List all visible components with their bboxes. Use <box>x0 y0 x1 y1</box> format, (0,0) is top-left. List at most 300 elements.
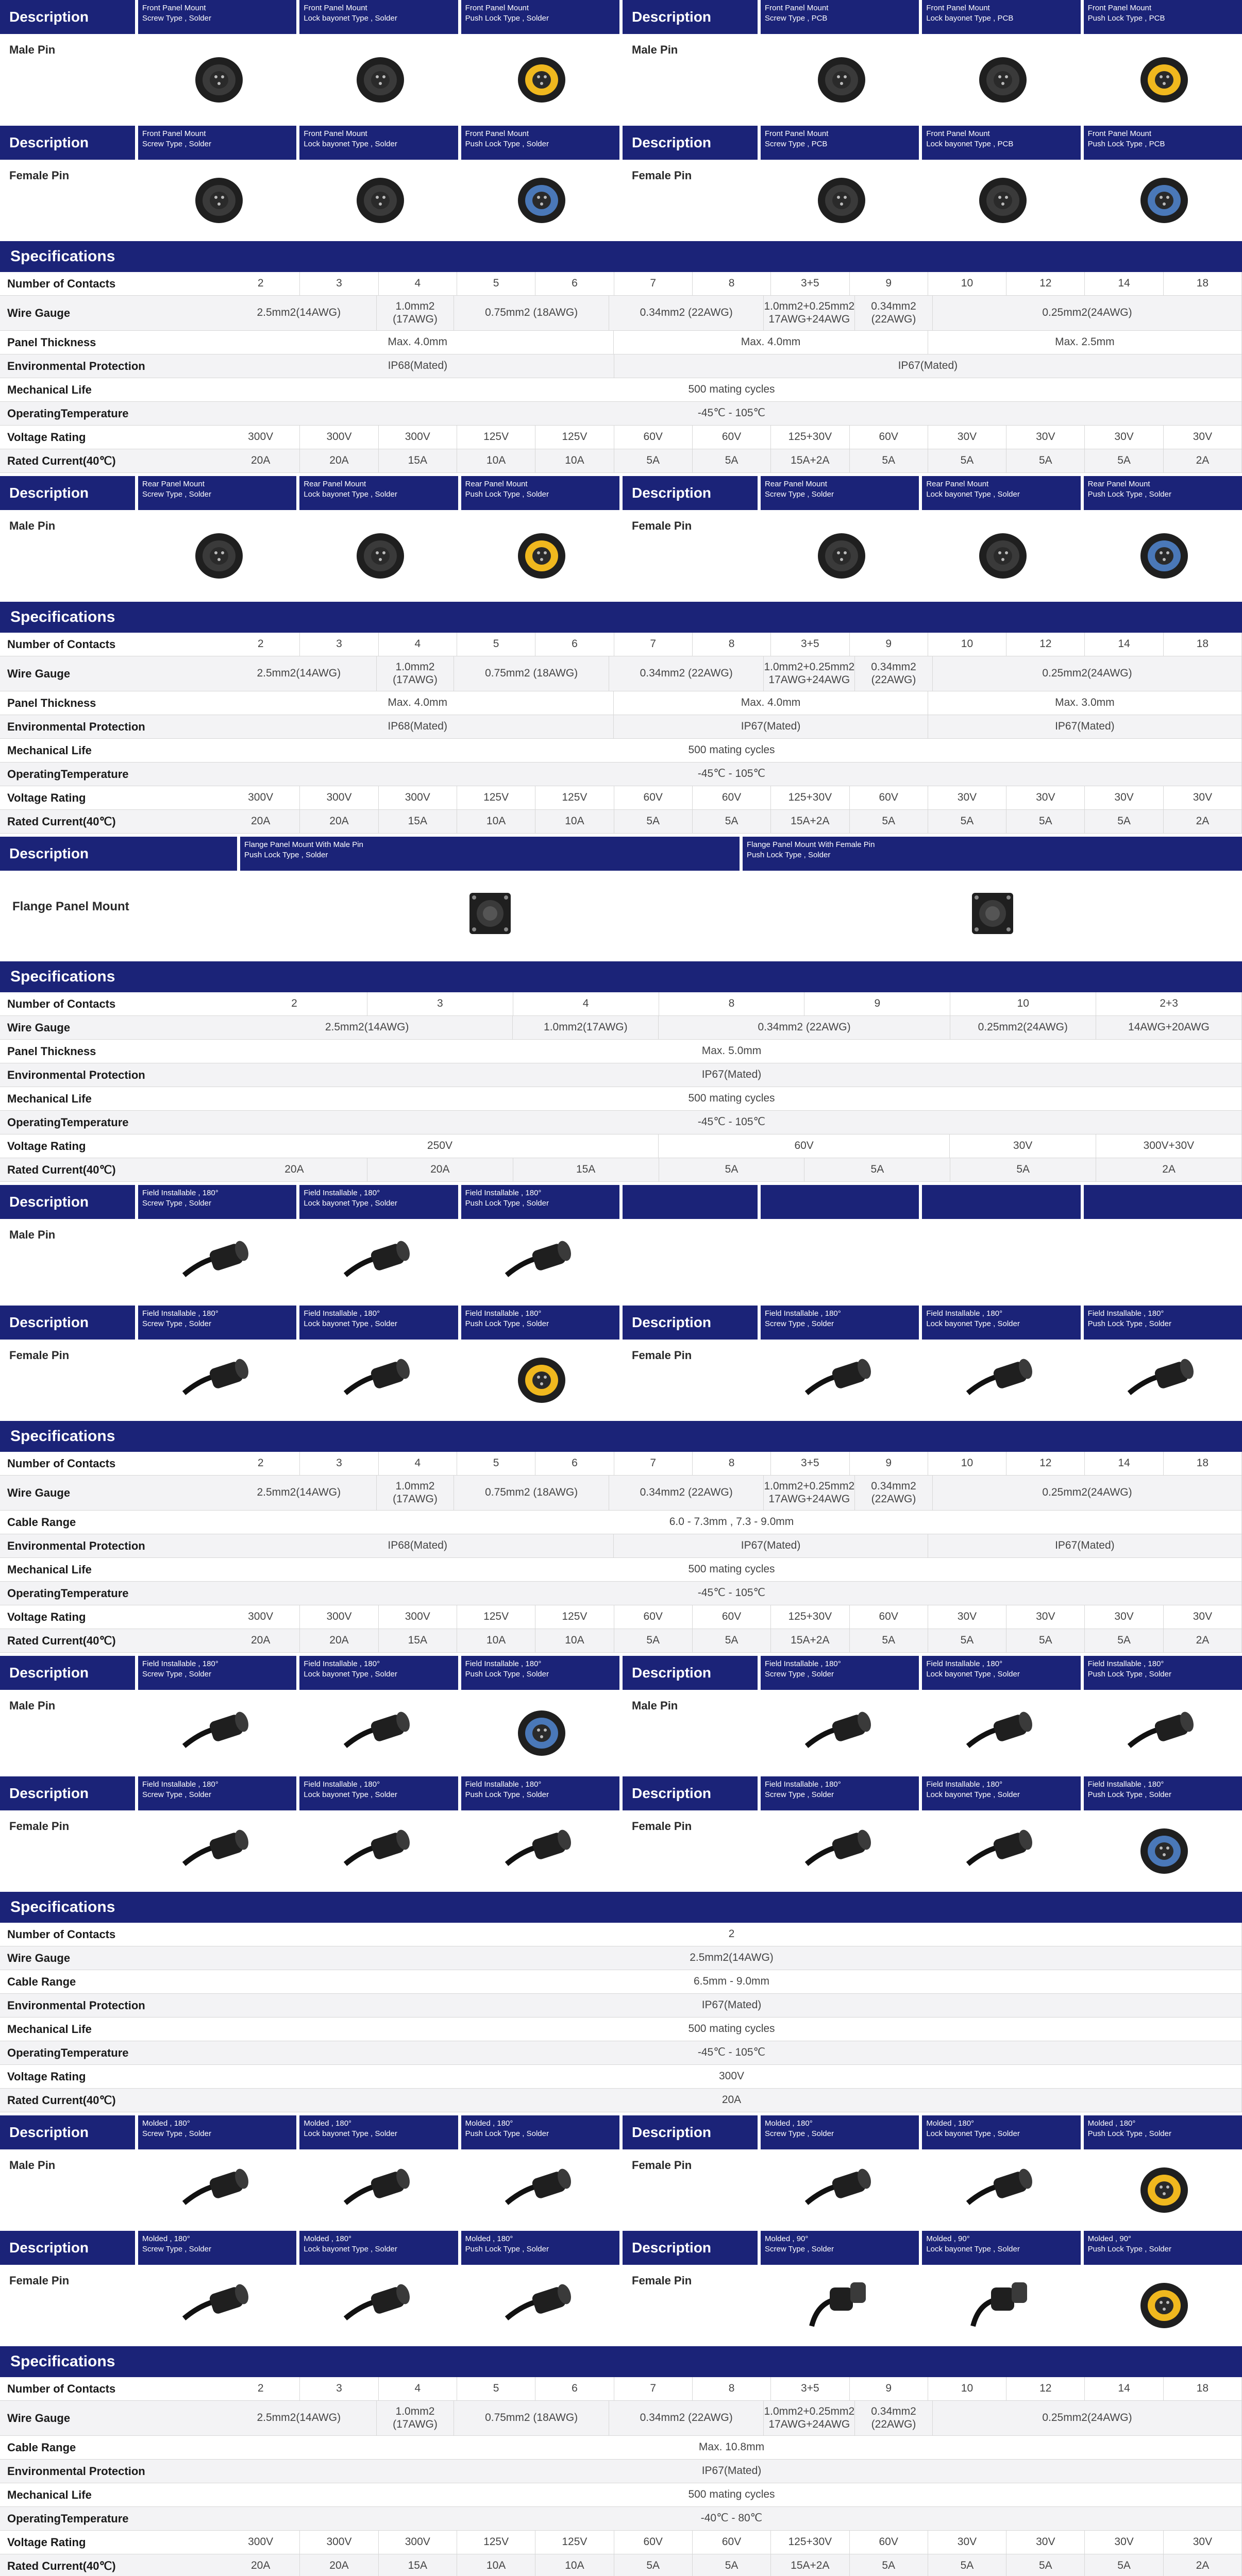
product-title: Flange Panel Mount With Female Pin Push Lock Type , Solder <box>743 837 1242 871</box>
product-title: Field Installable , 180° Screw Type , Solder <box>138 1185 296 1219</box>
description-label-column <box>0 0 135 123</box>
product-card <box>299 476 458 599</box>
spec-row-label: OperatingTemperature <box>7 2512 129 2525</box>
spec-value: 9 <box>850 633 928 656</box>
spec-row-label: Cable Range <box>7 2441 76 2454</box>
molded-cable-connector-icon <box>340 2154 417 2224</box>
spec-row-label: Wire Gauge <box>7 667 71 680</box>
spec-row <box>0 633 1242 656</box>
product-card <box>461 1185 619 1302</box>
product-image <box>761 1690 919 1773</box>
spec-row-label: Wire Gauge <box>7 2411 71 2425</box>
spec-row-values <box>222 402 1242 425</box>
pin-type-label: Male Pin <box>9 43 56 56</box>
product-image <box>1084 1690 1242 1773</box>
product-title: Molded , 90° Push Lock Type , Solder <box>1084 2231 1242 2265</box>
pin-type-label: Male Pin <box>632 43 678 56</box>
pin-type-label: Male Pin <box>632 1699 678 1712</box>
product-card <box>1084 2115 1242 2228</box>
description-header: Description <box>623 0 758 34</box>
spec-value: 2 <box>222 272 300 295</box>
spec-value: 60V <box>614 1605 693 1629</box>
spec-value: 30V <box>1085 786 1163 809</box>
product-title <box>761 1185 919 1219</box>
spec-value: 20A <box>222 810 300 833</box>
spec-value: 9 <box>850 1452 928 1475</box>
spec-value: 10A <box>457 2554 535 2576</box>
spec-value: 0.34mm2 (22AWG) <box>609 2401 764 2435</box>
spec-value: 7 <box>614 2377 693 2400</box>
product-title: Field Installable , 180° Push Lock Type , Solder <box>461 1656 619 1690</box>
spec-row-values <box>222 2554 1242 2576</box>
spec-row-label: Cable Range <box>7 1515 76 1529</box>
spec-value: 2.5mm2(14AWG) <box>222 1476 377 1510</box>
spec-row-label: Voltage Rating <box>7 430 86 444</box>
product-image <box>299 1219 458 1302</box>
product-title: Field Installable , 180° Push Lock Type , Solder <box>1084 1306 1242 1340</box>
spec-value: IP67(Mated) <box>614 1534 928 1557</box>
spec-value: 5A <box>1006 810 1085 833</box>
bayonet-connector-icon <box>340 164 417 234</box>
spec-value: 0.25mm2(24AWG) <box>933 656 1242 691</box>
product-card <box>1084 1656 1242 1773</box>
spec-value: 0.75mm2 (18AWG) <box>454 1476 609 1510</box>
description-group <box>0 1656 619 1773</box>
description-label-column <box>623 1306 758 1418</box>
spec-row <box>0 739 1242 762</box>
spec-row-label: Wire Gauge <box>7 1021 71 1034</box>
spec-row-label: Panel Thickness <box>7 696 96 709</box>
spec-value: 300V <box>300 2531 378 2554</box>
product-card <box>1084 0 1242 123</box>
product-title: Front Panel Mount Screw Type , PCB <box>761 0 919 34</box>
spec-value: 125+30V <box>771 2531 849 2554</box>
spec-value: 1.0mm2+0.25mm2 17AWG+24AWG <box>764 296 855 330</box>
spec-value: 30V <box>1006 426 1085 449</box>
spec-row-values <box>222 992 1242 1015</box>
product-title: Rear Panel Mount Lock bayonet Type , Solder <box>922 476 1080 510</box>
spec-row <box>0 786 1242 810</box>
spec-value: 3 <box>367 992 513 1015</box>
spec-value: 10A <box>457 810 535 833</box>
spec-row <box>0 1923 1242 1946</box>
spec-value: 3 <box>300 1452 378 1475</box>
field-plug-connector-icon <box>340 1344 417 1414</box>
spec-value: 125V <box>457 1605 535 1629</box>
spec-value: 2A <box>1164 449 1242 472</box>
field-plug-connector-icon <box>801 1344 879 1414</box>
spec-row <box>0 331 1242 354</box>
product-image <box>922 1810 1080 1889</box>
spec-value: 15A+2A <box>771 2554 849 2576</box>
field-plug-connector-icon <box>963 1344 1040 1414</box>
spec-value: 300V <box>222 426 300 449</box>
product-card <box>761 0 919 123</box>
spec-value: 0.34mm2 (22AWG) <box>855 296 933 330</box>
spec-row-values <box>222 762 1242 786</box>
spec-value: 0.34mm2 (22AWG) <box>659 1016 950 1039</box>
spec-value: 30V <box>1164 426 1242 449</box>
product-card <box>1084 2231 1242 2343</box>
spec-value: 300V <box>222 1605 300 1629</box>
spec-row-label: Voltage Rating <box>7 1139 86 1153</box>
spec-row <box>0 2531 1242 2554</box>
spec-value: 15A+2A <box>771 1629 849 1652</box>
spec-value: 30V <box>928 1605 1006 1629</box>
description-group <box>0 126 619 238</box>
spec-row-label: Voltage Rating <box>7 791 86 804</box>
product-image <box>1084 2149 1242 2228</box>
product-image <box>743 871 1242 958</box>
spec-row-values <box>222 810 1242 833</box>
spec-value: Max. 4.0mm <box>614 691 928 715</box>
spec-value: 18 <box>1164 272 1242 295</box>
description-group <box>623 2231 1242 2343</box>
product-image <box>138 1810 296 1889</box>
spec-value: 5A <box>1085 1629 1163 1652</box>
spec-value: 60V <box>693 1605 771 1629</box>
rear-panel-connector-icon <box>801 520 879 589</box>
spec-row <box>0 1063 1242 1087</box>
product-image <box>299 160 458 238</box>
product-image <box>461 160 619 238</box>
product-title: Field Installable , 180° Push Lock Type , Solder <box>461 1776 619 1810</box>
spec-value: 8 <box>693 2377 771 2400</box>
product-image <box>138 34 296 123</box>
product-card <box>138 2115 296 2228</box>
field-plug-connector-icon <box>801 1697 879 1767</box>
spec-value: 4 <box>379 2377 457 2400</box>
spec-row-label: OperatingTemperature <box>7 1115 129 1129</box>
spec-row-label: Panel Thickness <box>7 1044 96 1058</box>
product-image <box>1084 160 1242 238</box>
spec-value: 30V <box>950 1134 1096 1158</box>
spec-value: 3 <box>300 2377 378 2400</box>
spec-value: 125V <box>457 426 535 449</box>
product-card <box>761 2115 919 2228</box>
spec-row-label: OperatingTemperature <box>7 767 129 781</box>
spec-value: 15A+2A <box>771 449 849 472</box>
spec-value: 125V <box>457 2531 535 2554</box>
spec-row-values <box>222 1923 1242 1946</box>
spec-value: 2 <box>222 2377 300 2400</box>
spec-value: 300V <box>222 2065 1242 2088</box>
pin-type-label: Female Pin <box>9 2274 70 2287</box>
spec-value: 18 <box>1164 2377 1242 2400</box>
spec-value: 2.5mm2(14AWG) <box>222 2401 377 2435</box>
description-header-blank <box>623 1185 758 1219</box>
description-label-column <box>0 476 135 599</box>
spec-value: 7 <box>614 272 693 295</box>
product-card <box>743 837 1242 958</box>
product-card <box>761 2231 919 2343</box>
spec-value: 0.25mm2(24AWG) <box>933 296 1242 330</box>
product-card <box>461 1656 619 1773</box>
spec-row-label: Mechanical Life <box>7 383 92 396</box>
product-image <box>461 1810 619 1889</box>
spec-value: 10 <box>928 1452 1006 1475</box>
bayonet-connector-icon <box>340 44 417 113</box>
product-card <box>138 2231 296 2343</box>
product-card <box>1084 1306 1242 1418</box>
product-card <box>461 126 619 238</box>
spec-value: 18 <box>1164 1452 1242 1475</box>
spec-value: 14 <box>1085 2377 1163 2400</box>
description-header: Description <box>0 1656 135 1690</box>
spec-value: 18 <box>1164 633 1242 656</box>
product-title: Flange Panel Mount With Male Pin Push Lock Type , Solder <box>240 837 740 871</box>
spec-value: 5A <box>804 1158 950 1181</box>
spec-value: 30V <box>1006 1605 1085 1629</box>
description-group <box>623 476 1242 599</box>
product-title: Rear Panel Mount Screw Type , Solder <box>761 476 919 510</box>
spec-value: Max. 4.0mm <box>614 331 928 354</box>
product-title: Field Installable , 180° Lock bayonet Type , Solder <box>922 1306 1080 1340</box>
spec-value: 6 <box>535 633 614 656</box>
spec-row <box>0 2483 1242 2507</box>
spec-row <box>0 272 1242 296</box>
spec-value: 8 <box>693 272 771 295</box>
field-plug-connector-icon <box>179 1226 256 1296</box>
product-title: Field Installable , 180° Lock bayonet Type , Solder <box>299 1306 458 1340</box>
spec-value: 5A <box>928 1629 1006 1652</box>
product-image <box>299 2149 458 2228</box>
spec-row-values <box>222 2460 1242 2483</box>
spec-row-values <box>222 2436 1242 2459</box>
spec-value: 0.34mm2 (22AWG) <box>609 656 764 691</box>
product-image <box>299 510 458 599</box>
spec-row <box>0 354 1242 378</box>
spec-value: 30V <box>1006 2531 1085 2554</box>
product-title: Molded , 180° Push Lock Type , Solder <box>461 2231 619 2265</box>
description-header: Description <box>0 2231 135 2265</box>
product-title: Molded , 180° Screw Type , Solder <box>761 2115 919 2149</box>
spec-value: 20A <box>300 2554 378 2576</box>
spec-value: 15A <box>379 810 457 833</box>
flange-panel-mount-label: Flange Panel Mount <box>12 900 129 913</box>
description-label-column <box>623 1656 758 1773</box>
product-card <box>138 1656 296 1773</box>
spec-value: 7 <box>614 633 693 656</box>
pin-type-label: Male Pin <box>9 2159 56 2172</box>
spec-value: 5A <box>693 2554 771 2576</box>
spec-row <box>0 2554 1242 2576</box>
pin-type-label: Male Pin <box>9 1699 56 1712</box>
product-image <box>299 1690 458 1773</box>
specifications-table <box>0 1892 1242 2115</box>
spec-row-label: Panel Thickness <box>7 335 96 349</box>
product-title: Front Panel Mount Lock bayonet Type , Solder <box>299 126 458 160</box>
spec-value: 300V <box>300 1605 378 1629</box>
right-angle-connector-icon <box>801 2269 879 2339</box>
spec-row-values <box>222 1476 1242 1510</box>
spec-value: 5 <box>457 272 535 295</box>
spec-value: IP68(Mated) <box>222 354 614 378</box>
spec-row-values <box>222 2483 1242 2506</box>
spec-value: -45℃ - 105℃ <box>222 2041 1242 2064</box>
spec-value: 14 <box>1085 272 1163 295</box>
yellow-push-connector-icon <box>1124 2269 1201 2339</box>
description-label-column <box>623 1776 758 1889</box>
spec-row-values <box>222 2531 1242 2554</box>
spec-row-values <box>222 2041 1242 2064</box>
spec-row <box>0 1452 1242 1476</box>
product-image <box>922 510 1080 599</box>
field-plug-connector-icon <box>179 1344 256 1414</box>
spec-value: 300V+30V <box>1096 1134 1242 1158</box>
spec-row-values <box>222 449 1242 472</box>
specifications-table <box>0 961 1242 1185</box>
spec-row-values <box>222 1040 1242 1063</box>
spec-value: 15A <box>379 2554 457 2576</box>
spec-value: 14AWG+20AWG <box>1096 1016 1242 1039</box>
yellow-push-connector-icon <box>1124 44 1201 113</box>
spec-row <box>0 1134 1242 1158</box>
spec-value: 125V <box>535 2531 614 2554</box>
description-label-column <box>0 1776 135 1889</box>
spec-row-label: Rated Current(40℃) <box>7 454 116 467</box>
spec-value: 30V <box>928 426 1006 449</box>
pin-type-label: Female Pin <box>632 519 692 532</box>
description-header: Description <box>623 2115 758 2149</box>
product-card <box>461 2231 619 2343</box>
spec-value: 2.5mm2(14AWG) <box>222 1016 513 1039</box>
product-image <box>922 2149 1080 2228</box>
spec-value: 12 <box>1006 272 1085 295</box>
spec-value: 7 <box>614 1452 693 1475</box>
spec-value: 5A <box>693 449 771 472</box>
spec-value: 2.5mm2(14AWG) <box>222 1946 1242 1970</box>
product-image <box>461 2149 619 2228</box>
product-image <box>240 871 740 958</box>
spec-value: 10A <box>535 810 614 833</box>
spec-value: 5A <box>928 449 1006 472</box>
spec-value: 20A <box>367 1158 513 1181</box>
product-image <box>138 2149 296 2228</box>
description-row <box>0 1656 1242 1773</box>
molded-cable-connector-icon <box>963 2154 1040 2224</box>
spec-row-label: Number of Contacts <box>7 1456 116 1470</box>
spec-value: 0.25mm2(24AWG) <box>933 1476 1242 1510</box>
spec-value: 10A <box>535 449 614 472</box>
spec-value: 500 mating cycles <box>222 1558 1242 1581</box>
spec-value: 5A <box>1006 449 1085 472</box>
spec-row-label: Environmental Protection <box>7 359 145 372</box>
product-card <box>461 476 619 599</box>
spec-value: 5A <box>850 449 928 472</box>
product-image <box>461 2265 619 2343</box>
spec-value: 60V <box>614 786 693 809</box>
pin-type-label: Female Pin <box>632 1349 692 1362</box>
female-panel-connector-icon <box>179 164 256 234</box>
product-image <box>922 2265 1080 2343</box>
spec-value: 30V <box>928 2531 1006 2554</box>
product-card <box>240 837 740 958</box>
spec-row-values <box>222 1511 1242 1534</box>
pin-type-label: Female Pin <box>632 2274 692 2287</box>
spec-row-values <box>222 1946 1242 1970</box>
product-title: Field Installable , 180° Lock bayonet Type , Solder <box>299 1656 458 1690</box>
spec-row <box>0 402 1242 426</box>
spec-value: 300V <box>379 426 457 449</box>
spec-row <box>0 1629 1242 1653</box>
pin-type-label: Female Pin <box>632 2159 692 2172</box>
description-header: Description <box>623 476 758 510</box>
product-title: Field Installable , 180° Lock bayonet Type , Solder <box>922 1776 1080 1810</box>
product-title <box>1084 1185 1242 1219</box>
spec-row <box>0 2401 1242 2436</box>
pin-type-label: Male Pin <box>9 1228 56 1241</box>
spec-row <box>0 691 1242 715</box>
field-plug-connector-icon <box>801 1815 879 1885</box>
product-title: Field Installable , 180° Push Lock Type , Solder <box>1084 1656 1242 1690</box>
spec-row <box>0 1111 1242 1134</box>
product-image <box>461 510 619 599</box>
spec-value: 5A <box>693 1629 771 1652</box>
spec-value: IP68(Mated) <box>222 1534 614 1557</box>
spec-value: 5A <box>693 810 771 833</box>
spec-value: 12 <box>1006 2377 1085 2400</box>
description-label-column <box>0 1306 135 1418</box>
spec-value: 0.34mm2 (22AWG) <box>609 1476 764 1510</box>
field-plug-connector-icon <box>1124 1697 1201 1767</box>
product-image <box>1084 1219 1242 1302</box>
product-title: Front Panel Mount Screw Type , Solder <box>138 0 296 34</box>
spec-row <box>0 810 1242 834</box>
spec-value: 5 <box>457 1452 535 1475</box>
product-image <box>138 2265 296 2343</box>
spec-value: 60V <box>850 786 928 809</box>
spec-row-label: Number of Contacts <box>7 637 116 651</box>
spec-row <box>0 715 1242 739</box>
product-card <box>461 0 619 123</box>
specifications-table <box>0 602 1242 837</box>
spec-value: 125V <box>457 786 535 809</box>
spec-value: 8 <box>693 633 771 656</box>
specifications-header: Specifications <box>0 1421 1242 1452</box>
spec-row-values <box>222 691 1242 715</box>
description-header: Description <box>0 0 135 34</box>
spec-row <box>0 1558 1242 1582</box>
product-card <box>1084 476 1242 599</box>
spec-value: 3+5 <box>771 1452 849 1475</box>
description-label-column <box>0 2231 135 2343</box>
spec-row <box>0 1605 1242 1629</box>
spec-row <box>0 1534 1242 1558</box>
molded-cable-connector-icon <box>501 2154 579 2224</box>
pin-type-label: Female Pin <box>9 1820 70 1833</box>
spec-value: 500 mating cycles <box>222 739 1242 762</box>
spec-value: 5A <box>928 2554 1006 2576</box>
spec-value: 125+30V <box>771 1605 849 1629</box>
spec-value: 10A <box>457 1629 535 1652</box>
product-title: Rear Panel Mount Screw Type , Solder <box>138 476 296 510</box>
product-card <box>761 1656 919 1773</box>
spec-value: IP67(Mated) <box>928 1534 1242 1557</box>
product-image <box>761 1340 919 1418</box>
spec-row-values <box>222 296 1242 330</box>
spec-row <box>0 1582 1242 1605</box>
yellow-push-connector-icon <box>501 520 579 589</box>
spec-row <box>0 378 1242 402</box>
spec-value: 10 <box>928 633 1006 656</box>
spec-row <box>0 1016 1242 1040</box>
spec-row-values <box>222 426 1242 449</box>
field-plug-connector-icon <box>1124 1344 1201 1414</box>
product-card <box>761 1776 919 1889</box>
product-image <box>299 2265 458 2343</box>
spec-row-label: Environmental Protection <box>7 720 145 733</box>
